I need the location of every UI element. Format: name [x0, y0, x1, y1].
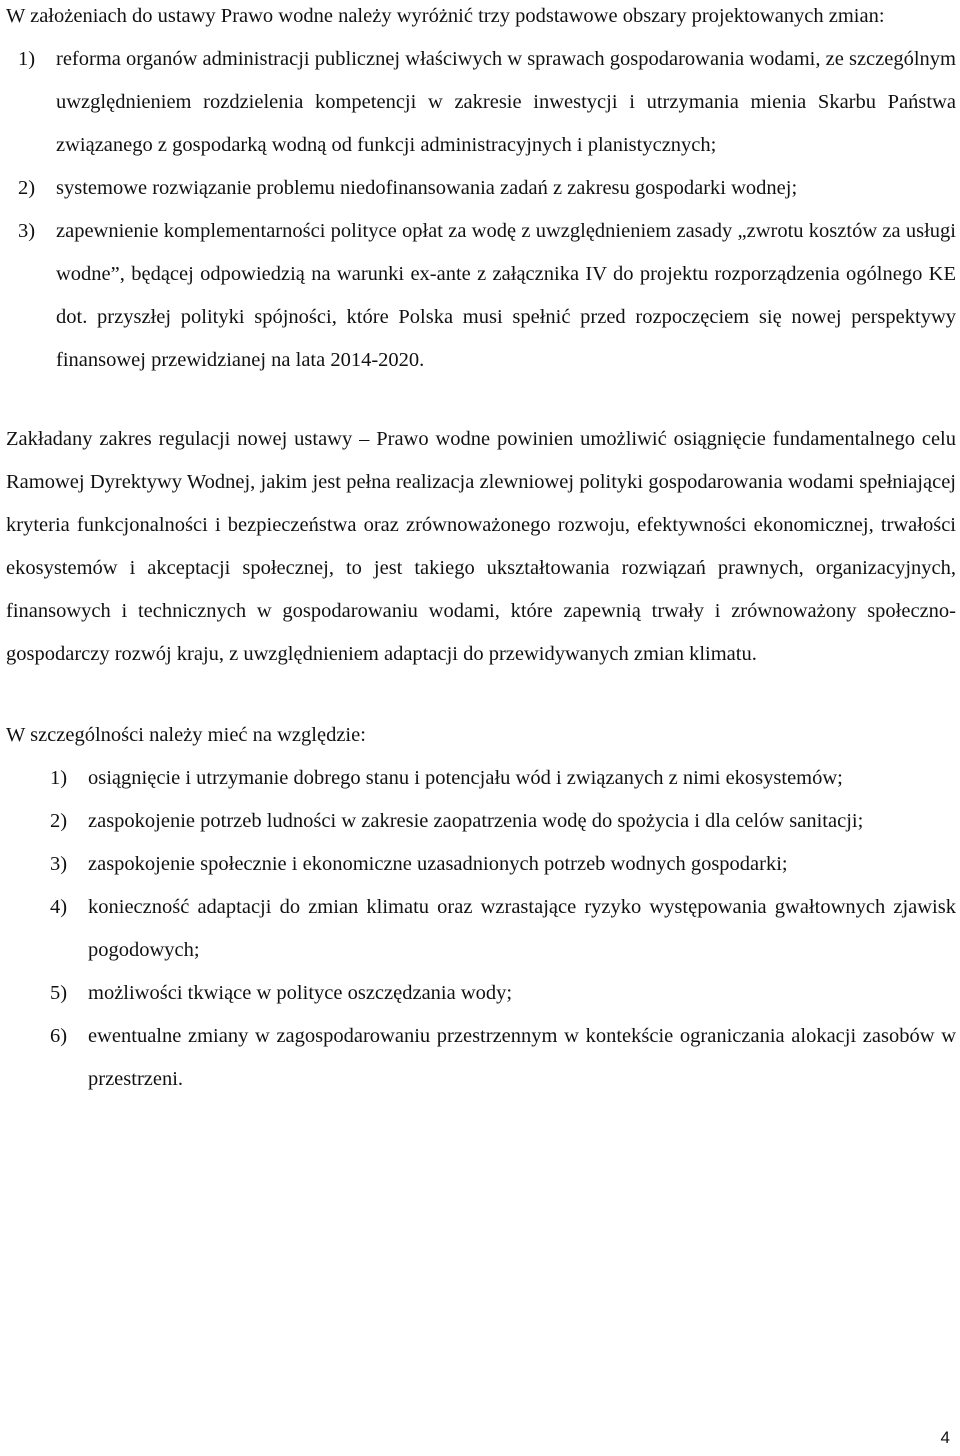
- list-item-number: 3): [18, 220, 36, 242]
- list-item-number: 3): [50, 853, 68, 875]
- areas-list: [6, 38, 956, 382]
- list-item-number: 1): [18, 48, 36, 70]
- list-item-text: ewentualne zmiany w zagospodarowaniu przestrzennym w kontekście ograniczania alokacji zasobów w przestrzeni.: [88, 1025, 956, 1090]
- list-item-text: osiągnięcie i utrzymanie dobrego stanu i potencjału wód i związanych z nimi ekosystemów;: [88, 767, 843, 789]
- list-item-text: zaspokojenie potrzeb ludności w zakresie zaopatrzenia wodę do spożycia i dla celów sanitacji;: [88, 810, 864, 832]
- list-item: [6, 38, 956, 167]
- list-item-number: 1): [50, 767, 68, 789]
- list-item: [6, 800, 956, 843]
- document-page: [6, 0, 956, 1101]
- list-item-text: reforma organów administracji publicznej właściwych w sprawach gospodarowania wodami, ze szczególnym uwzględnieniem rozdzielenia kompetencji w zakresie inwestycji i utrzymania mienia Skarbu Państwa związanego z gospodarką wodną od funkcji administracyjnych i planistycznych;: [56, 48, 956, 156]
- list-item-text: zaspokojenie społecznie i ekonomiczne uzasadnionych potrzeb wodnych gospodarki;: [88, 853, 788, 875]
- list-item: [6, 167, 956, 210]
- list-item: [6, 972, 956, 1015]
- list-item-text: systemowe rozwiązanie problemu niedofinansowania zadań z zakresu gospodarki wodnej;: [56, 177, 798, 199]
- page-number: 4: [940, 1428, 950, 1447]
- list-item: [6, 843, 956, 886]
- list-item-number: 4): [50, 896, 68, 918]
- list-item-number: 2): [50, 810, 68, 832]
- considerations-list: [6, 757, 956, 1101]
- list-item-text: możliwości tkwiące w polityce oszczędzania wody;: [88, 982, 513, 1004]
- list-item: [6, 757, 956, 800]
- scope-paragraph: Zakładany zakres regulacji nowej ustawy – Prawo wodne powinien umożliwić osiągnięcie fundamentalnego celu Ramowej Dyrektywy Wodnej, jakim jest pełna realizacja zlewniowej polityki gospodarowania wodami spełniającej kryteria funkcjonalności i bezpieczeństwa oraz zrównoważonego rozwoju, efektywności ekonomicznej, trwałości ekosystemów i akceptacji społecznej, to jest takiego ukształtowania rozwiązań prawnych, organizacyjnych, finansowych i technicznych w gospodarowaniu wodami, które zapewnią trwały i zrównoważony społeczno-gospodarczy rozwój kraju, z uwzględnieniem adaptacji do przewidywanych zmian klimatu.: [6, 428, 956, 665]
- intro-paragraph: W założeniach do ustawy Prawo wodne należy wyróżnić trzy podstawowe obszary projektowanych zmian:: [6, 5, 885, 27]
- list-item: [6, 210, 956, 382]
- list-item-number: 6): [50, 1025, 68, 1047]
- list-item-text: konieczność adaptacji do zmian klimatu oraz wzrastające ryzyko występowania gwałtownych zjawisk pogodowych;: [88, 896, 956, 961]
- list-item-number: 2): [18, 177, 36, 199]
- list-item: [6, 1015, 956, 1101]
- list-item-text: zapewnienie komplementarności polityce opłat za wodę z uwzględnieniem zasady „zwrotu kosztów za usługi wodne”, będącej odpowiedzią na warunki ex-ante z załącznika IV do projektu rozporządzenia ogólnego KE dot. przyszłej polityki spójności, które Polska musi spełnić przed rozpoczęciem się nowej perspektywy finansowej przewidzianej na lata 2014-2020.: [56, 220, 956, 371]
- list-item: [6, 886, 956, 972]
- considerations-intro: W szczególności należy mieć na względzie:: [6, 724, 366, 746]
- list-item-number: 5): [50, 982, 68, 1004]
